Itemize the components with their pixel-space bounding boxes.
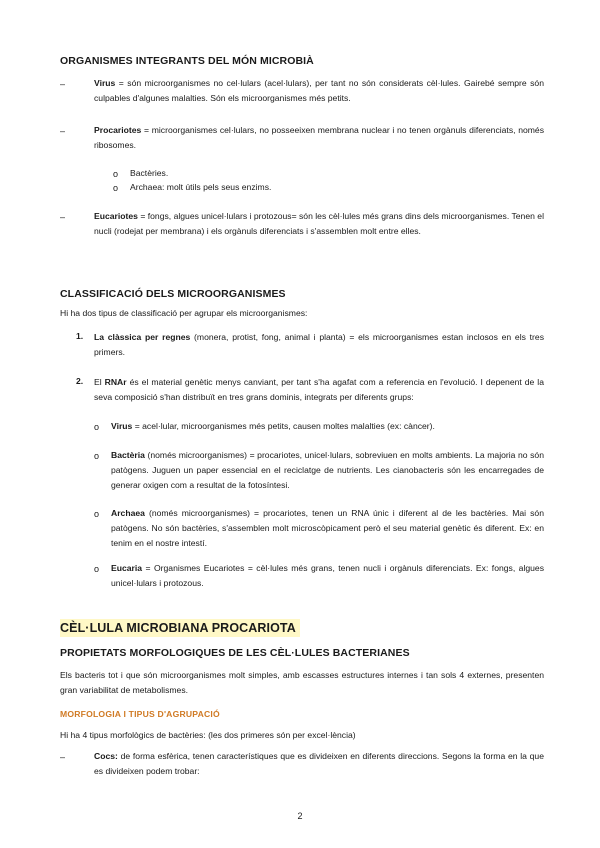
domain-bacteria [111, 448, 544, 493]
text-classica: (monera, protist, fong, animal i planta) = els microorganismes estan inclosos en els tres primers. [94, 332, 544, 357]
bullet-virus-domain: o [94, 422, 100, 432]
bullet-bacteries: o [113, 169, 119, 179]
term-archaea: Archaea [111, 508, 145, 518]
text-virus: = són microorganismes no cel·lulars (acel·lulars), per tant no són considerats cèl·lules. Gairebé sempre són culpables d'algunes malalties. Són els microorganismes més petits. [94, 78, 544, 103]
number-1: 1. [76, 331, 84, 341]
heading-propietats: PROPIETATS MORFOLOGIQUES DE LES CÈL·LULES BACTERIANES [60, 647, 410, 659]
domain-eucaria [111, 561, 544, 591]
bullet-archaea-domain: o [94, 509, 100, 519]
text-procariotes: = microorganismes cel·lulars, no posseeixen membrana nuclear i no tenen orgànuls diferenciats, només ribosomes. [94, 125, 544, 150]
dash-eucariotes: – [60, 212, 66, 222]
heading-morfologia: MORFOLOGIA I TIPUS D'AGRUPACIÓ [60, 709, 220, 719]
domain-archaea [111, 506, 544, 551]
text-domain-virus: = acel·lular, microorganismes més petits, causen moltes malalties (ex: càncer). [132, 421, 435, 431]
item-virus [94, 76, 544, 106]
term-cocs: Cocs: [94, 751, 118, 761]
text-rnar: és el material genètic menys canviant, per tant s'ha agafat com a referencia en l'evolució. I depenent de la seva composició s'han distribuït en tres grans dominis, integrats per diferents grups: [94, 377, 545, 402]
bullet-eucaria: o [94, 564, 100, 574]
dash-virus: – [60, 79, 66, 89]
classif-intro: Hi ha dos tipus de classificació per agrupar els microorganismes: [60, 308, 308, 318]
morph-intro: Hi ha 4 tipus morfològics de bactèries: (les dos primeres són per excel·lència) [60, 730, 356, 740]
dash-procariotes: – [60, 126, 66, 136]
sub-archaea: Archaea: molt útils pels seus enzims. [130, 182, 272, 192]
number-2: 2. [76, 376, 84, 386]
dash-cocs: – [60, 752, 66, 762]
page-number: 2 [297, 811, 303, 821]
prop-intro: Els bacteris tot i que són microorganismes molt simples, amb escasses estructures internes i tan sols 4 externes, presenten gran variabilitat de metabolismes. [60, 670, 544, 695]
term-rnar: RNAr [104, 377, 127, 387]
text-archaea: (només microorganismes) = procariotes, tenen un RNA únic i diferent al de les bactèries. Mai són patògens. No són bactèries, s'assemblen molt microscòpicament però el seu material genètic és diferent. Ex: en tenim en el nostre intestí. [111, 508, 544, 548]
text-cocs: de forma esfèrica, tenen característiques que es divideixen en diferents direccions. Segons la forma en la que es divideixen podem trobar: [94, 751, 544, 776]
heading-organismes: ORGANISMES INTEGRANTS DEL MÓN MICROBIÀ [60, 55, 314, 67]
domain-virus [111, 419, 544, 434]
text-bacteria: (només microorganismes) = procariotes, unicel·lulars, sobreviuen en molts ambients. La majoria no són patògens. Juguen un paper essencial en el reciclatge de nutrients. Les cianobacteris són les encarregades de generar oxigen com a resultat de la fotosíntesi. [111, 450, 544, 490]
sub-bacteries: Bactèries. [130, 168, 169, 178]
cellula-highlight: CÈL·LULA MICROBIANA PROCARIOTA [60, 619, 300, 637]
bullet-archaea: o [113, 183, 119, 193]
item-classica [94, 330, 544, 360]
item-rnar [94, 375, 544, 405]
term-bacteria: Bactèria [111, 450, 145, 460]
term-virus: Virus [94, 78, 116, 88]
item-eucariotes [94, 209, 544, 239]
heading-classificacio: CLASSIFICACIÓ DELS MICROORGANISMES [60, 288, 286, 300]
term-domain-virus: Virus [111, 421, 133, 431]
term-eucaria: Eucaria [111, 563, 143, 573]
item-procariotes [94, 123, 544, 153]
item-cocs [94, 749, 544, 779]
text-eucaria: = Organismes Eucariotes = cèl·lules més grans, tenen nucli i orgànuls diferenciats. Ex: fongs, algues unicel·lulars i protozous. [111, 563, 544, 588]
term-eucariotes: Eucariotes [94, 211, 138, 221]
term-classica: La clàssica per regnes [94, 332, 191, 342]
text-eucariotes: = fongs, algues unicel·lulars i protozous= són les cèl·lules més grans dins dels microorganismes. Tenen el nucli (rodejat per membrana) i els orgànuls diferenciats i s'assemblen molt entre elles. [94, 211, 544, 236]
bullet-bacteria: o [94, 451, 100, 461]
text-rnar-pre: El [94, 377, 105, 387]
term-procariotes: Procariotes [94, 125, 142, 135]
heading-cellula [60, 621, 300, 635]
